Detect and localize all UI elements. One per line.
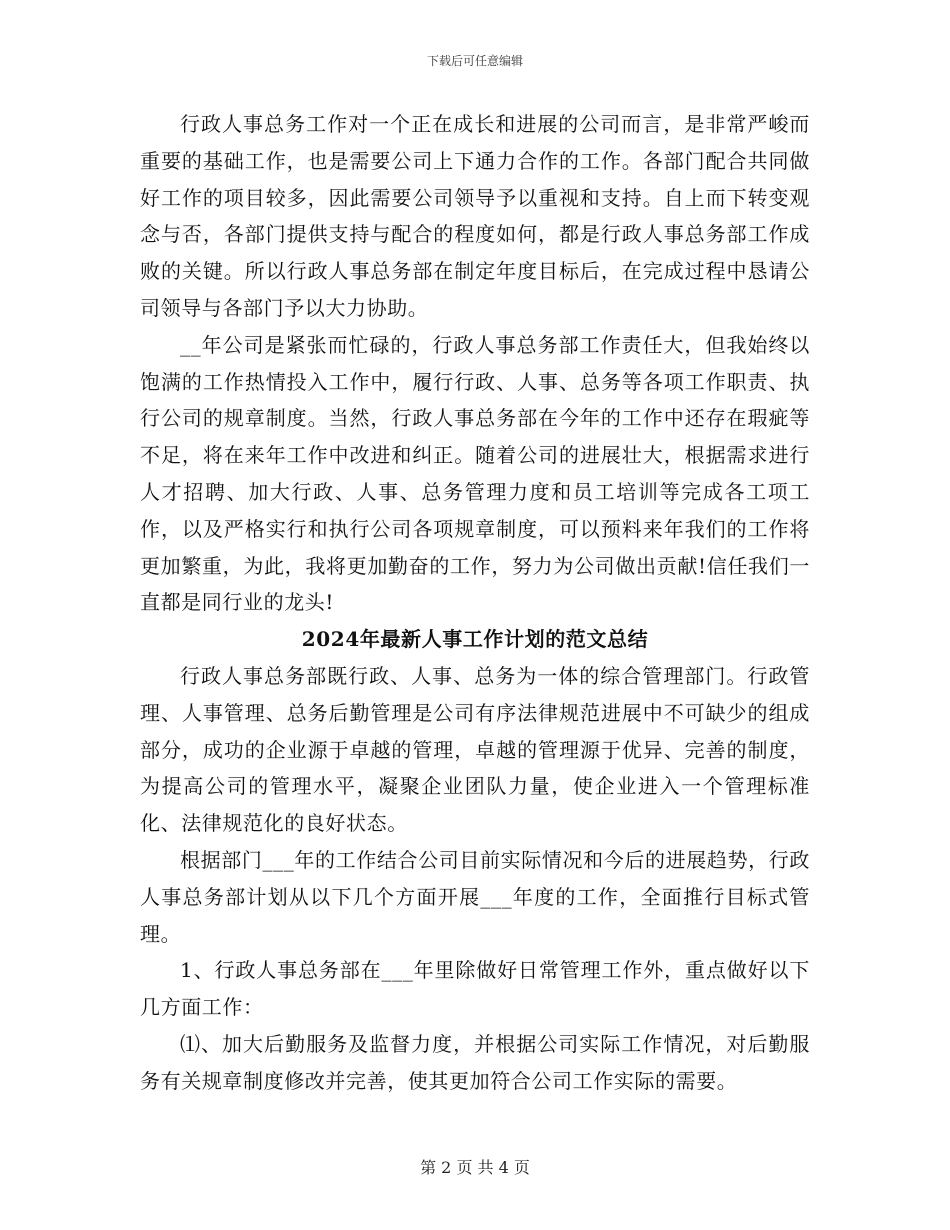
paragraph: ⑴、加大后勤服务及监督力度，并根据公司实际工作情况，对后勤服务有关规章制度修改并完善，使其更加符合公司工作实际的需要。 xyxy=(140,1031,810,1093)
page-header: 下载后可任意编辑 xyxy=(426,54,523,68)
paragraph: __年公司是紧张而忙碌的，行政人事总务部工作责任大，但我始终以饱满的工作热情投入工作中，履行行政、人事、总务等各项工作职责、执行公司的规章制度。当然，行政人事总务部在今年的工作中还存在瑕疵等不足，将在来年工作中改进和纠正。随着公司的进展壮大，根据需求进行人才招聘、加大行政、人事、总务管理力度和员工培训等完成各工项工作，以及严格实行和执行公司各项规章制度，可以预料来年我们的工作将更加繁重，为此，我将更加勤奋的工作，努力为公司做出贡献!信任我们一直都是同行业的龙头! xyxy=(140,332,810,615)
paragraph: 1、行政人事总务部在___年里除做好日常管理工作外，重点做好以下几方面工作： xyxy=(140,958,810,1020)
paragraph: 根据部门___年的工作结合公司目前实际情况和今后的进展趋势，行政人事总务部计划从以下几个方面开展___年度的工作，全面推行目标式管理。 xyxy=(140,847,810,946)
document-body xyxy=(140,106,810,1100)
paragraph: 行政人事总务工作对一个正在成长和进展的公司而言，是非常严峻而重要的基础工作，也是需要公司上下通力合作的工作。各部门配合共同做好工作的项目较多，因此需要公司领导予以重视和支持。自上而下转变观念与否，各部门提供支持与配合的程度如何，都是行政人事总务部工作成败的关键。所以行政人事总务部在制定年度目标后，在完成过程中恳请公司领导与各部门予以大力协助。 xyxy=(140,112,810,320)
page-footer: 第 2 页 共 4 页 xyxy=(420,1158,530,1177)
paragraph: 行政人事总务部既行政、人事、总务为一体的综合管理部门。行政管理、人事管理、总务后勤管理是公司有序法律规范进展中不可缺少的组成部分，成功的企业源于卓越的管理，卓越的管理源于优异、完善的制度，为提高公司的管理水平，凝聚企业团队力量，使企业进入一个管理标准化、法律规范化的良好状态。 xyxy=(140,663,810,836)
section-heading: 2024年最新人事工作计划的范文总结 xyxy=(301,627,649,652)
